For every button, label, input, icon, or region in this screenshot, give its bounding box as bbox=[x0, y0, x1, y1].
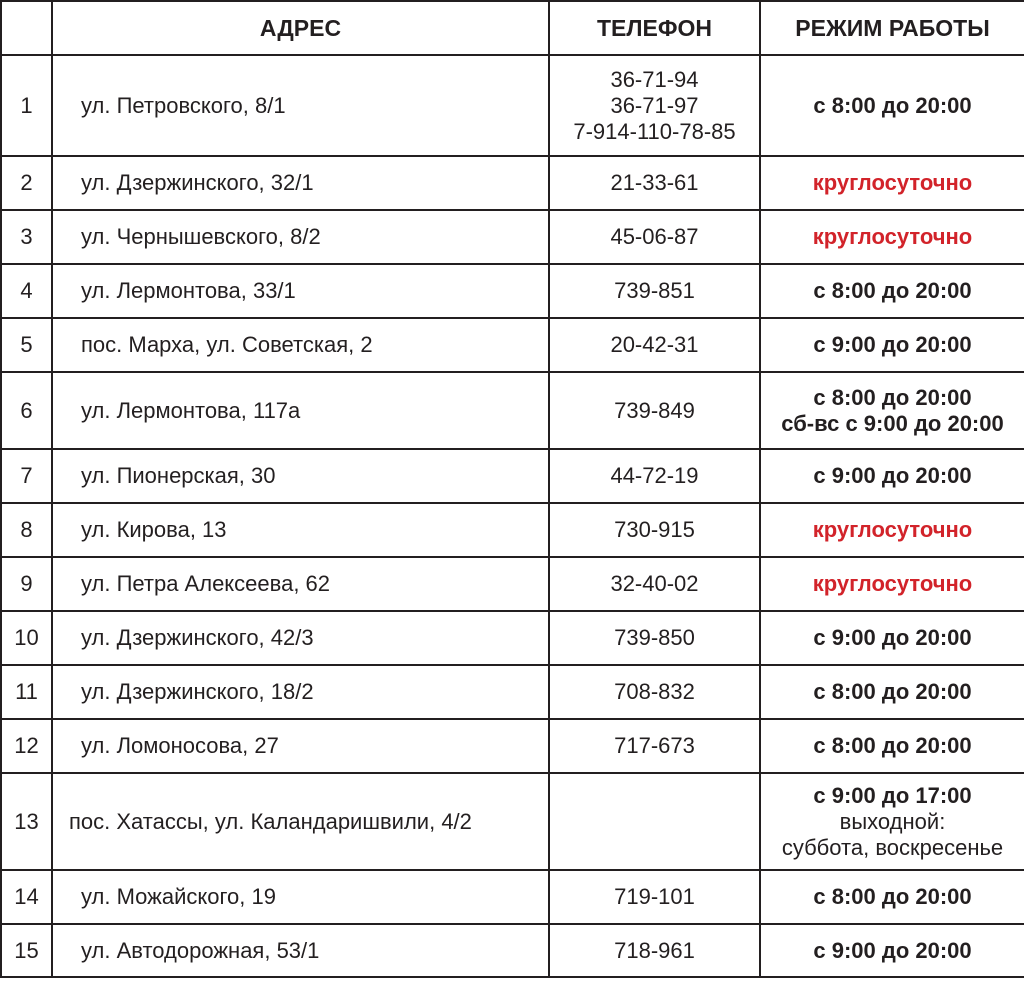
phone-number: 21-33-61 bbox=[610, 170, 699, 195]
row-address: ул. Дзержинского, 18/2 bbox=[52, 665, 549, 719]
row-hours bbox=[760, 924, 1024, 977]
row-address: пос. Марха, ул. Советская, 2 bbox=[52, 318, 549, 372]
row-hours bbox=[760, 318, 1024, 372]
hours-line: круглосуточно bbox=[812, 170, 973, 195]
row-address: ул. Петровского, 8/1 bbox=[52, 55, 549, 156]
row-address: ул. Дзержинского, 32/1 bbox=[52, 156, 549, 210]
header-address: АДРЕС bbox=[52, 1, 549, 55]
row-phone bbox=[549, 870, 760, 924]
row-number: 8 bbox=[1, 503, 52, 557]
row-number: 1 bbox=[1, 55, 52, 156]
row-hours bbox=[760, 503, 1024, 557]
row-address: ул. Петра Алексеева, 62 bbox=[52, 557, 549, 611]
table-row bbox=[1, 318, 1024, 372]
hours-line: с 8:00 до 20:00 bbox=[813, 278, 972, 303]
header-row bbox=[1, 1, 1024, 55]
row-hours bbox=[760, 210, 1024, 264]
table-row bbox=[1, 449, 1024, 503]
phone-number: 20-42-31 bbox=[610, 332, 699, 357]
phone-number: 718-961 bbox=[614, 937, 695, 963]
row-address: ул. Дзержинского, 42/3 bbox=[52, 611, 549, 665]
row-number: 14 bbox=[1, 870, 52, 924]
table-row bbox=[1, 264, 1024, 318]
phone-number: 45-06-87 bbox=[610, 224, 699, 249]
row-hours bbox=[760, 773, 1024, 870]
row-number: 4 bbox=[1, 264, 52, 318]
row-phone bbox=[549, 210, 760, 264]
hours-line: сб-вс с 9:00 до 20:00 bbox=[781, 410, 1004, 436]
table-row bbox=[1, 924, 1024, 977]
row-phone bbox=[549, 264, 760, 318]
table-row bbox=[1, 372, 1024, 449]
row-address: ул. Лермонтова, 117а bbox=[52, 372, 549, 449]
row-phone bbox=[549, 156, 760, 210]
hours-line: круглосуточно bbox=[812, 571, 973, 596]
phone-number: 739-851 bbox=[614, 278, 695, 303]
table-row bbox=[1, 156, 1024, 210]
hours-line: выходной: bbox=[839, 808, 946, 834]
row-hours bbox=[760, 611, 1024, 665]
row-address: ул. Кирова, 13 bbox=[52, 503, 549, 557]
row-address: ул. Автодорожная, 53/1 bbox=[52, 924, 549, 977]
hours-line: с 9:00 до 17:00 bbox=[813, 782, 972, 808]
header-phone: ТЕЛЕФОН bbox=[549, 1, 760, 55]
table-row bbox=[1, 773, 1024, 870]
row-number: 5 bbox=[1, 318, 52, 372]
table-row bbox=[1, 503, 1024, 557]
hours-line: с 9:00 до 20:00 bbox=[813, 937, 972, 963]
hours-line: с 9:00 до 20:00 bbox=[813, 332, 972, 357]
table-body bbox=[1, 55, 1024, 977]
hours-line: с 8:00 до 20:00 bbox=[813, 884, 972, 909]
row-number: 15 bbox=[1, 924, 52, 977]
row-number: 6 bbox=[1, 372, 52, 449]
phone-number: 739-849 bbox=[614, 397, 695, 423]
hours-line: круглосуточно bbox=[812, 517, 973, 542]
row-hours bbox=[760, 55, 1024, 156]
table-row bbox=[1, 611, 1024, 665]
phone-number: 32-40-02 bbox=[610, 571, 699, 596]
row-phone bbox=[549, 665, 760, 719]
row-phone bbox=[549, 449, 760, 503]
hours-line: с 8:00 до 20:00 bbox=[813, 92, 972, 118]
table-row bbox=[1, 665, 1024, 719]
row-number: 3 bbox=[1, 210, 52, 264]
row-phone bbox=[549, 719, 760, 773]
row-phone bbox=[549, 372, 760, 449]
header-number bbox=[1, 1, 52, 55]
row-hours bbox=[760, 372, 1024, 449]
row-phone bbox=[549, 773, 760, 870]
row-number: 11 bbox=[1, 665, 52, 719]
row-number: 7 bbox=[1, 449, 52, 503]
phone-number: 730-915 bbox=[614, 517, 695, 542]
hours-line: с 8:00 до 20:00 bbox=[813, 384, 972, 410]
table-row bbox=[1, 210, 1024, 264]
phone-number: 36-71-94 bbox=[610, 66, 699, 92]
row-hours bbox=[760, 557, 1024, 611]
row-phone bbox=[549, 503, 760, 557]
phone-number: 36-71-97 bbox=[610, 92, 699, 118]
phone-number: 719-101 bbox=[614, 884, 695, 909]
hours-line: с 9:00 до 20:00 bbox=[813, 625, 972, 650]
row-phone bbox=[549, 924, 760, 977]
hours-line: с 9:00 до 20:00 bbox=[813, 463, 972, 488]
row-address: ул. Лермонтова, 33/1 bbox=[52, 264, 549, 318]
row-hours bbox=[760, 449, 1024, 503]
phone-number: 44-72-19 bbox=[610, 463, 699, 488]
row-phone bbox=[549, 611, 760, 665]
row-address: ул. Чернышевского, 8/2 bbox=[52, 210, 549, 264]
row-number: 2 bbox=[1, 156, 52, 210]
phone-number: 708-832 bbox=[614, 679, 695, 704]
hours-line: суббота, воскресенье bbox=[781, 834, 1004, 860]
table-row bbox=[1, 55, 1024, 156]
hours-line: круглосуточно bbox=[812, 224, 973, 249]
row-hours bbox=[760, 156, 1024, 210]
row-hours bbox=[760, 264, 1024, 318]
phone-number: 7-914-110-78-85 bbox=[573, 118, 736, 144]
table-row bbox=[1, 557, 1024, 611]
row-hours bbox=[760, 665, 1024, 719]
row-address: пос. Хатассы, ул. Каландаришвили, 4/2 bbox=[52, 773, 549, 870]
row-hours bbox=[760, 719, 1024, 773]
table-row bbox=[1, 719, 1024, 773]
hours-line: с 8:00 до 20:00 bbox=[813, 733, 972, 758]
table-row bbox=[1, 870, 1024, 924]
row-phone bbox=[549, 318, 760, 372]
row-phone bbox=[549, 55, 760, 156]
row-number: 10 bbox=[1, 611, 52, 665]
row-number: 12 bbox=[1, 719, 52, 773]
row-hours bbox=[760, 870, 1024, 924]
row-number: 9 bbox=[1, 557, 52, 611]
hours-line: с 8:00 до 20:00 bbox=[813, 679, 972, 704]
row-address: ул. Ломоносова, 27 bbox=[52, 719, 549, 773]
row-address: ул. Пионерская, 30 bbox=[52, 449, 549, 503]
row-address: ул. Можайского, 19 bbox=[52, 870, 549, 924]
phone-number: 739-850 bbox=[614, 625, 695, 650]
row-phone bbox=[549, 557, 760, 611]
header-hours: РЕЖИМ РАБОТЫ bbox=[760, 1, 1024, 55]
phone-number: 717-673 bbox=[614, 733, 695, 758]
row-number: 13 bbox=[1, 773, 52, 870]
